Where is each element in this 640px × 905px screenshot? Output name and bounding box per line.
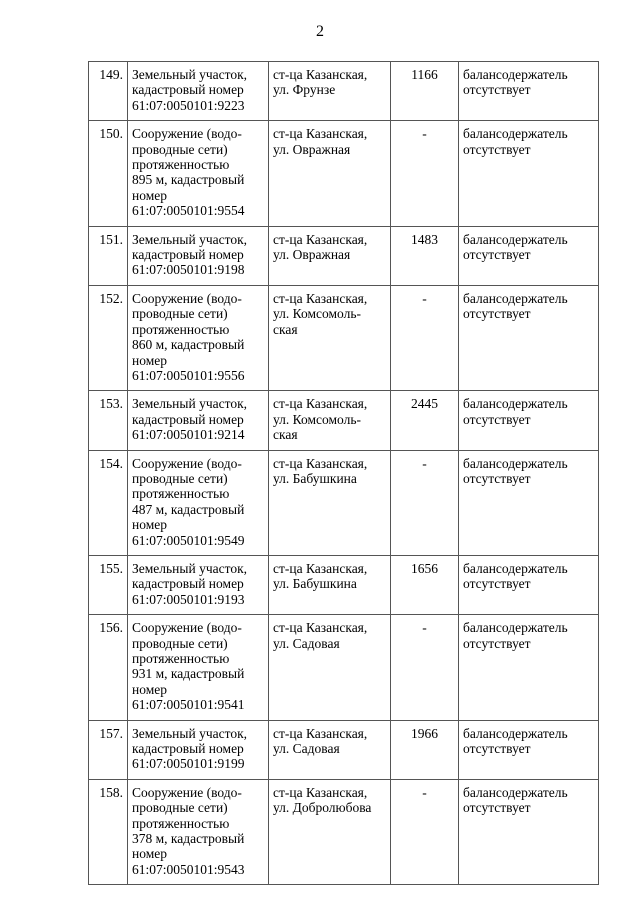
object-owner: балансодержатель отсутствует	[459, 285, 599, 390]
object-address: ст-ца Казанская, ул. Овражная	[269, 121, 391, 226]
object-name: Сооружение (водо- проводные сети) протяженностью 860 м, кадастровый номер 61:07:0050101:9556	[128, 285, 269, 390]
object-address: ст-ца Казанская, ул. Бабушкина	[269, 555, 391, 614]
table-row	[89, 391, 599, 450]
object-name: Сооружение (водо- проводные сети) протяженностью 378 м, кадастровый номер 61:07:0050101:9543	[128, 779, 269, 884]
table-row	[89, 615, 599, 720]
object-owner: балансодержатель отсутствует	[459, 121, 599, 226]
property-registry-table	[88, 61, 599, 885]
row-number: 155.	[89, 555, 128, 614]
row-number: 151.	[89, 226, 128, 285]
object-owner: балансодержатель отсутствует	[459, 720, 599, 779]
row-number: 149.	[89, 62, 128, 121]
table-row	[89, 285, 599, 390]
object-owner: балансодержатель отсутствует	[459, 615, 599, 720]
object-name: Сооружение (водо- проводные сети) протяженностью 931 м, кадастровый номер 61:07:0050101:9541	[128, 615, 269, 720]
object-address: ст-ца Казанская, ул. Фрунзе	[269, 62, 391, 121]
object-address: ст-ца Казанская, ул. Садовая	[269, 720, 391, 779]
object-area: 1966	[391, 720, 459, 779]
object-address: ст-ца Казанская, ул. Комсомоль- ская	[269, 285, 391, 390]
object-address: ст-ца Казанская, ул. Бабушкина	[269, 450, 391, 555]
row-number: 158.	[89, 779, 128, 884]
object-name: Земельный участок, кадастровый номер 61:07:0050101:9214	[128, 391, 269, 450]
object-area: -	[391, 615, 459, 720]
object-area: -	[391, 285, 459, 390]
object-owner: балансодержатель отсутствует	[459, 555, 599, 614]
object-name: Сооружение (водо- проводные сети) протяженностью 487 м, кадастровый номер 61:07:0050101:9549	[128, 450, 269, 555]
object-area: 1166	[391, 62, 459, 121]
row-number: 157.	[89, 720, 128, 779]
object-area: 1483	[391, 226, 459, 285]
object-name: Сооружение (водо- проводные сети) протяженностью 895 м, кадастровый номер 61:07:0050101:9554	[128, 121, 269, 226]
table-row	[89, 450, 599, 555]
object-owner: балансодержатель отсутствует	[459, 391, 599, 450]
row-number: 153.	[89, 391, 128, 450]
object-address: ст-ца Казанская, ул. Овражная	[269, 226, 391, 285]
row-number: 154.	[89, 450, 128, 555]
object-owner: балансодержатель отсутствует	[459, 450, 599, 555]
table-row	[89, 779, 599, 884]
table-row	[89, 62, 599, 121]
object-area: -	[391, 121, 459, 226]
object-owner: балансодержатель отсутствует	[459, 62, 599, 121]
object-address: ст-ца Казанская, ул. Садовая	[269, 615, 391, 720]
table-row	[89, 720, 599, 779]
table-row	[89, 555, 599, 614]
object-owner: балансодержатель отсутствует	[459, 226, 599, 285]
object-name: Земельный участок, кадастровый номер 61:07:0050101:9199	[128, 720, 269, 779]
object-area: -	[391, 779, 459, 884]
object-area: 1656	[391, 555, 459, 614]
row-number: 150.	[89, 121, 128, 226]
object-address: ст-ца Казанская, ул. Добролюбова	[269, 779, 391, 884]
table-row	[89, 121, 599, 226]
object-address: ст-ца Казанская, ул. Комсомоль- ская	[269, 391, 391, 450]
row-number: 156.	[89, 615, 128, 720]
page-number: 2	[316, 23, 324, 40]
object-name: Земельный участок, кадастровый номер 61:07:0050101:9223	[128, 62, 269, 121]
row-number: 152.	[89, 285, 128, 390]
object-area: 2445	[391, 391, 459, 450]
object-owner: балансодержатель отсутствует	[459, 779, 599, 884]
object-area: -	[391, 450, 459, 555]
object-name: Земельный участок, кадастровый номер 61:07:0050101:9193	[128, 555, 269, 614]
table-row	[89, 226, 599, 285]
object-name: Земельный участок, кадастровый номер 61:07:0050101:9198	[128, 226, 269, 285]
